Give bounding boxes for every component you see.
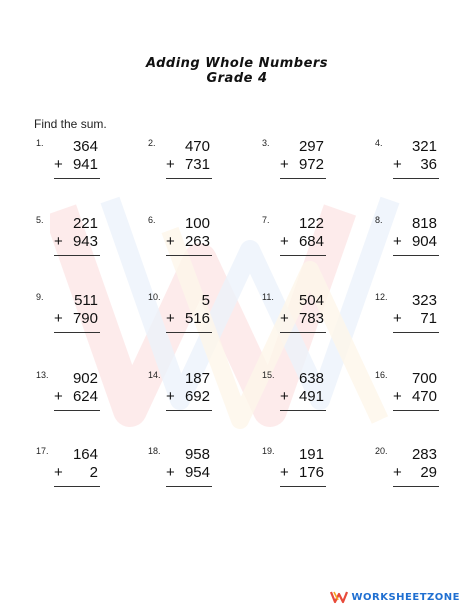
problem-13 — [36, 370, 100, 426]
problem-number: 5. — [36, 215, 44, 225]
problem-10 — [148, 292, 212, 348]
second-addend: 783 — [298, 310, 324, 327]
second-addend: 954 — [184, 464, 210, 481]
plus-sign: + — [393, 156, 402, 173]
plus-sign: + — [393, 464, 402, 481]
plus-sign: + — [54, 233, 63, 250]
plus-sign: + — [280, 310, 289, 327]
first-addend: 638 — [298, 370, 324, 387]
plus-sign: + — [166, 156, 175, 173]
grade-label: Grade 4 — [206, 71, 268, 86]
second-addend: 36 — [420, 156, 437, 173]
worksheetzone-logo-icon — [330, 590, 348, 604]
answer-line[interactable] — [54, 332, 100, 333]
plus-sign: + — [393, 233, 402, 250]
answer-line[interactable] — [280, 486, 326, 487]
first-addend: 164 — [72, 446, 98, 463]
problem-20 — [375, 446, 439, 502]
problem-15 — [262, 370, 326, 426]
answer-line[interactable] — [166, 410, 212, 411]
first-addend: 470 — [184, 138, 210, 155]
answer-line[interactable] — [166, 332, 212, 333]
problem-number: 17. — [36, 446, 49, 456]
problem-number: 16. — [375, 370, 388, 380]
logo-text: WORKSHEETZONE — [351, 591, 460, 603]
answer-line[interactable] — [54, 410, 100, 411]
answer-line[interactable] — [280, 255, 326, 256]
answer-line[interactable] — [54, 178, 100, 179]
problem-number: 12. — [375, 292, 388, 302]
first-addend: 187 — [184, 370, 210, 387]
problem-number: 8. — [375, 215, 383, 225]
first-addend: 122 — [298, 215, 324, 232]
answer-line[interactable] — [393, 486, 439, 487]
problem-19 — [262, 446, 326, 502]
second-addend: 904 — [411, 233, 437, 250]
problem-17 — [36, 446, 100, 502]
second-addend: 470 — [411, 388, 437, 405]
first-addend: 902 — [72, 370, 98, 387]
plus-sign: + — [166, 310, 175, 327]
worksheetzone-watermark-icon — [50, 170, 430, 450]
second-addend: 176 — [298, 464, 324, 481]
plus-sign: + — [280, 388, 289, 405]
problem-11 — [262, 292, 326, 348]
answer-line[interactable] — [54, 255, 100, 256]
first-addend: 221 — [72, 215, 98, 232]
problem-number: 15. — [262, 370, 275, 380]
plus-sign: + — [280, 156, 289, 173]
answer-line[interactable] — [280, 332, 326, 333]
worksheetzone-logo — [330, 589, 461, 605]
problem-number: 20. — [375, 446, 388, 456]
plus-sign: + — [280, 233, 289, 250]
second-addend: 624 — [72, 388, 98, 405]
answer-line[interactable] — [54, 486, 100, 487]
problem-6 — [148, 215, 212, 271]
instructions: Find the sum. — [34, 117, 107, 131]
problem-18 — [148, 446, 212, 502]
problem-number: 4. — [375, 138, 383, 148]
first-addend: 958 — [184, 446, 210, 463]
second-addend: 491 — [298, 388, 324, 405]
answer-line[interactable] — [280, 178, 326, 179]
problem-2 — [148, 138, 212, 194]
answer-line[interactable] — [166, 255, 212, 256]
problem-number: 14. — [148, 370, 161, 380]
first-addend: 5 — [201, 292, 210, 309]
first-addend: 700 — [411, 370, 437, 387]
plus-sign: + — [166, 464, 175, 481]
answer-line[interactable] — [166, 178, 212, 179]
problem-number: 18. — [148, 446, 161, 456]
answer-line[interactable] — [393, 255, 439, 256]
problem-7 — [262, 215, 326, 271]
plus-sign: + — [280, 464, 289, 481]
plus-sign: + — [393, 388, 402, 405]
problem-8 — [375, 215, 439, 271]
problem-number: 7. — [262, 215, 270, 225]
second-addend: 516 — [184, 310, 210, 327]
problem-3 — [262, 138, 326, 194]
problem-5 — [36, 215, 100, 271]
first-addend: 364 — [72, 138, 98, 155]
answer-line[interactable] — [280, 410, 326, 411]
problem-number: 9. — [36, 292, 44, 302]
answer-line[interactable] — [393, 178, 439, 179]
problem-number: 19. — [262, 446, 275, 456]
second-addend: 263 — [184, 233, 210, 250]
first-addend: 283 — [411, 446, 437, 463]
plus-sign: + — [54, 156, 63, 173]
problem-9 — [36, 292, 100, 348]
problem-number: 3. — [262, 138, 270, 148]
answer-line[interactable] — [393, 410, 439, 411]
problem-14 — [148, 370, 212, 426]
first-addend: 191 — [298, 446, 324, 463]
plus-sign: + — [393, 310, 402, 327]
problem-number: 6. — [148, 215, 156, 225]
problem-1 — [36, 138, 100, 194]
second-addend: 790 — [72, 310, 98, 327]
plus-sign: + — [54, 310, 63, 327]
plus-sign: + — [166, 388, 175, 405]
plus-sign: + — [54, 464, 63, 481]
first-addend: 511 — [74, 292, 98, 309]
problem-16 — [375, 370, 439, 426]
problem-number: 1. — [36, 138, 44, 148]
problem-number: 2. — [148, 138, 156, 148]
problem-number: 10. — [148, 292, 161, 302]
plus-sign: + — [166, 233, 175, 250]
second-addend: 71 — [420, 310, 437, 327]
first-addend: 100 — [184, 215, 210, 232]
second-addend: 29 — [420, 464, 437, 481]
answer-line[interactable] — [393, 332, 439, 333]
problem-number: 13. — [36, 370, 49, 380]
second-addend: 972 — [298, 156, 324, 173]
plus-sign: + — [54, 388, 63, 405]
second-addend: 684 — [298, 233, 324, 250]
first-addend: 504 — [298, 292, 324, 309]
second-addend: 943 — [72, 233, 98, 250]
first-addend: 297 — [298, 138, 324, 155]
second-addend: 2 — [89, 464, 98, 481]
answer-line[interactable] — [166, 486, 212, 487]
second-addend: 941 — [72, 156, 98, 173]
problem-4 — [375, 138, 439, 194]
first-addend: 323 — [411, 292, 437, 309]
worksheet-title: Adding Whole Numbers — [145, 56, 329, 71]
problem-12 — [375, 292, 439, 348]
first-addend: 818 — [411, 215, 437, 232]
second-addend: 731 — [184, 156, 210, 173]
second-addend: 692 — [184, 388, 210, 405]
first-addend: 321 — [411, 138, 437, 155]
problem-number: 11. — [262, 292, 274, 302]
